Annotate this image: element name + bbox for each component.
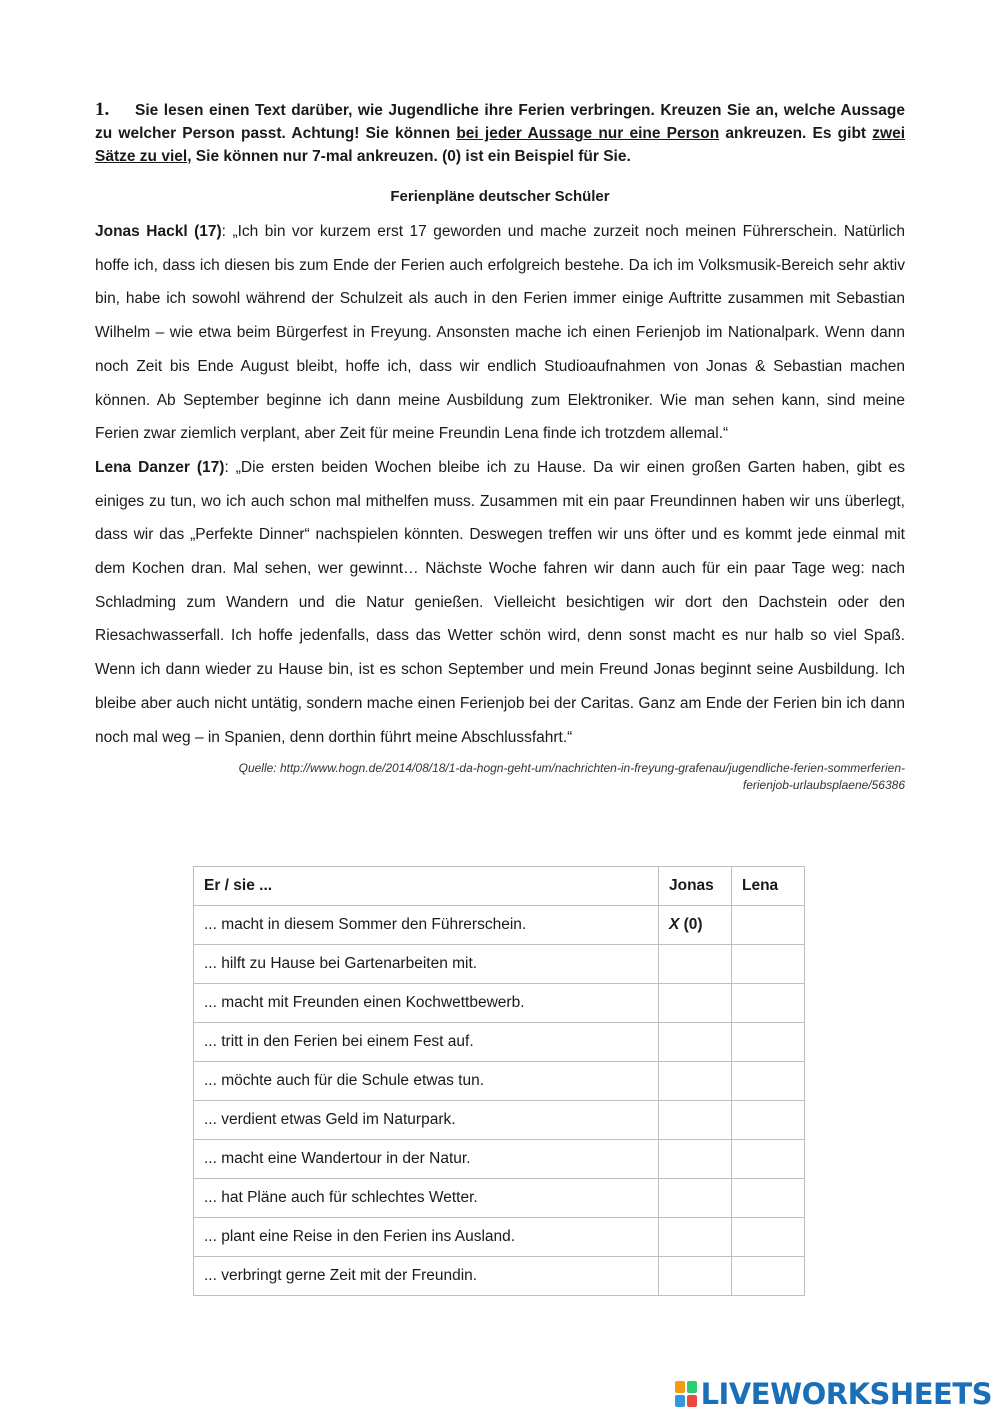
jonas-answer-cell[interactable] [659, 1218, 732, 1257]
statement-cell: ... verbringt gerne Zeit mit der Freundin. [194, 1257, 659, 1296]
lena-answer-cell[interactable] [732, 1023, 805, 1062]
statement-cell: ... verdient etwas Geld im Naturpark. [194, 1101, 659, 1140]
statement-cell: ... macht mit Freunden einen Kochwettbewerb. [194, 984, 659, 1023]
jonas-name: Jonas Hackl (17) [95, 223, 222, 240]
table-row [194, 1062, 805, 1101]
lena-answer-cell[interactable] [732, 945, 805, 984]
source-citation [95, 760, 905, 794]
task-text-b: ankreuzen. Es gibt [719, 125, 873, 142]
jonas-answer-cell [659, 906, 732, 945]
example-x: X [669, 916, 680, 933]
article-title: Ferienpläne deutscher Schüler [390, 188, 610, 205]
jonas-paragraph [95, 215, 905, 451]
table-row [194, 1023, 805, 1062]
lena-answer-cell[interactable] [732, 1140, 805, 1179]
task-underline-2: zwei Sätze zu viel [95, 125, 905, 165]
jonas-answer-cell[interactable] [659, 1023, 732, 1062]
header-jonas: Jonas [659, 867, 732, 906]
lena-answer-cell[interactable] [732, 984, 805, 1023]
logo-square-2 [687, 1381, 697, 1393]
statement-cell: ... hilft zu Hause bei Gartenarbeiten mit. [194, 945, 659, 984]
answer-table [193, 866, 805, 1296]
jonas-answer-cell[interactable] [659, 1257, 732, 1296]
jonas-answer-cell[interactable] [659, 1101, 732, 1140]
jonas-answer-cell[interactable] [659, 1062, 732, 1101]
jonas-answer-cell[interactable] [659, 945, 732, 984]
lena-answer-cell[interactable] [732, 1062, 805, 1101]
table-row [194, 1179, 805, 1218]
jonas-answer-cell[interactable] [659, 1140, 732, 1179]
header-lena: Lena [732, 867, 805, 906]
table-header-row [194, 867, 805, 906]
table-row [194, 1140, 805, 1179]
task-text-a: Sie lesen einen Text darüber, wie Jugendliche ihre Ferien verbringen. Kreuzen Sie an, welche Aussage zu welcher Person passt. Achtung! Sie können [95, 102, 905, 142]
worksheet-page [95, 98, 905, 794]
lena-answer-cell[interactable] [732, 1257, 805, 1296]
task-text-c: , Sie können nur 7-mal ankreuzen. (0) ist ein Beispiel für Sie. [187, 148, 631, 165]
table-row [194, 1218, 805, 1257]
source-line-1: Quelle: http://www.hogn.de/2014/08/18/1-da-hogn-geht-um/nachrichten-in-freyung-grafenau/jugendliche-ferien-sommerferien- [238, 761, 905, 776]
source-line-2: ferienjob-urlaubsplaene/56386 [742, 778, 905, 793]
logo-square-3 [675, 1395, 685, 1407]
table-row [194, 984, 805, 1023]
statement-cell: ... tritt in den Ferien bei einem Fest auf. [194, 1023, 659, 1062]
statement-cell: ... hat Pläne auch für schlechtes Wetter. [194, 1179, 659, 1218]
logo-text: LIVEWORKSHEETS [700, 1377, 992, 1411]
liveworksheets-logo-icon [675, 1381, 697, 1407]
task-number: 1. [95, 99, 110, 120]
task-underline-1: bei jeder Aussage nur eine Person [456, 125, 720, 142]
logo-square-4 [687, 1395, 697, 1407]
table-row [194, 945, 805, 984]
example-number: (0) [679, 916, 703, 933]
lena-paragraph [95, 451, 905, 754]
table-row [194, 1101, 805, 1140]
jonas-text: : „Ich bin vor kurzem erst 17 geworden und mache zurzeit noch meinen Führerschein. Natürlich hoffe ich, dass ich diesen bis zum Ende der Ferien auch erfolgreich bestehe. Da ich im Volksmusik-Bereich sehr aktiv bin, habe ich sowohl während der Schulzeit als auch in den Ferien immer einige Auftritte zusammen mit Sebastian Wilhelm – wie etwa beim Bürgerfest in Freyung. Ansonsten mache ich einen Ferienjob im Nationalpark. Wenn dann noch Zeit bis Ende August bleibt, hoffe ich, dass wir endlich Studioaufnahmen von Jonas & Sebastian machen können. Ab September beginne ich dann meine Ausbildung zum Elektroniker. Wie man sehen kann, sind meine Ferien zwar ziemlich verplant, aber Zeit für meine Freundin Lena finde ich trotzdem allemal.“ [95, 223, 905, 443]
lena-answer-cell[interactable] [732, 1101, 805, 1140]
task-instructions [95, 98, 905, 168]
jonas-answer-cell[interactable] [659, 1179, 732, 1218]
lena-text: : „Die ersten beiden Wochen bleibe ich zu Hause. Da wir einen großen Garten haben, gibt es einiges zu tun, wo ich auch schon mal mithelfen muss. Zusammen mit ein paar Freundinnen haben wir uns überlegt, dass wir das „Perfekte Dinner“ nachspielen könnten. Deswegen treffen wir uns öfter und es kommt jede einmal mit dem Kochen dran. Mal sehen, wer gewinnt… Nächste Woche fahren wir dann auch für ein paar Tage weg: nach Schladming zum Wandern und die Natur genießen. Vielleicht besichtigen wir dort den Dachstein oder den Riesachwasserfall. Ich hoffe jedenfalls, dass das Wetter schön wird, denn sonst macht es nur halb so viel Spaß. Wenn ich dann wieder zu Hause bin, ist es schon September und mein Freund Jonas beginnt seine Ausbildung. Ich bleibe aber auch nicht untätig, sondern mache einen Ferienjob bei der Caritas. Ganz am Ende der Ferien bin ich dann noch mal weg – in Spanien, denn dorthin führt meine Abschlussfahrt.“ [95, 458, 905, 746]
lena-name: Lena Danzer (17) [95, 458, 225, 476]
header-statement: Er / sie ... [194, 867, 659, 906]
statement-cell: ... macht eine Wandertour in der Natur. [194, 1140, 659, 1179]
lena-answer-cell[interactable] [732, 1218, 805, 1257]
statement-cell: ... möchte auch für die Schule etwas tun. [194, 1062, 659, 1101]
statement-cell: ... macht in diesem Sommer den Führerschein. [194, 906, 659, 945]
lena-answer-cell [732, 906, 805, 945]
statement-cell: ... plant eine Reise in den Ferien ins Ausland. [194, 1218, 659, 1257]
lena-answer-cell[interactable] [732, 1179, 805, 1218]
jonas-answer-cell[interactable] [659, 984, 732, 1023]
example-mark [669, 916, 703, 933]
liveworksheets-logo [675, 1376, 992, 1412]
logo-square-1 [675, 1381, 685, 1393]
table-row [194, 1257, 805, 1296]
table-row [194, 906, 805, 945]
